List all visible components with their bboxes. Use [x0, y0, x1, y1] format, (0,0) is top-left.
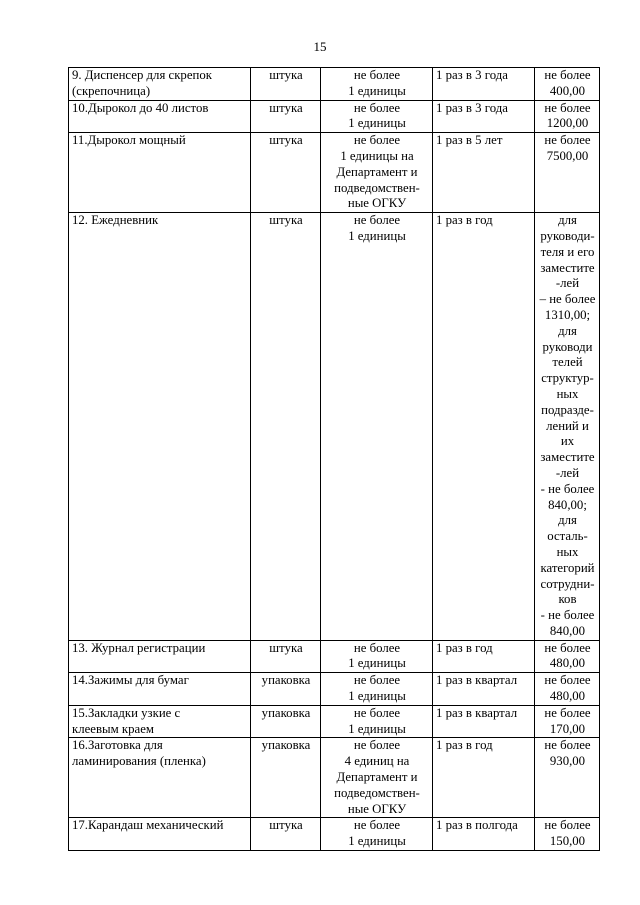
- table-row: [69, 640, 600, 673]
- quantity-line: не более: [353, 818, 401, 833]
- price-line: 7500,00: [546, 148, 589, 163]
- quantity-line: 1 единицы: [348, 689, 406, 704]
- price-line: 840,00;: [548, 497, 587, 512]
- item-name-cell: [69, 133, 251, 213]
- price-line: структур-: [541, 371, 594, 386]
- page-number: 15: [313, 39, 327, 54]
- price-cell: [535, 738, 600, 818]
- price-line: не более: [544, 100, 591, 115]
- quantity-line: Департамент и: [336, 770, 418, 785]
- price-line: для: [558, 213, 577, 228]
- item-name-cell: [69, 640, 251, 673]
- price-cell: [535, 705, 600, 738]
- quantity-line: 1 единицы: [348, 834, 406, 849]
- item-name-line: (скрепочница): [72, 83, 151, 98]
- period-line: 1 раз в 3 года: [436, 68, 508, 82]
- quantity-cell: [321, 818, 433, 851]
- price-line: не более: [544, 640, 591, 655]
- price-line: 840,00: [549, 623, 586, 638]
- quantity-cell: [321, 133, 433, 213]
- period-cell: [433, 738, 535, 818]
- item-name-cell: [69, 673, 251, 706]
- quantity-line: 1 единицы на: [340, 148, 414, 163]
- quantity-line: не более: [353, 640, 401, 655]
- table-row: [69, 100, 600, 133]
- price-cell: [535, 68, 600, 101]
- price-line: 480,00: [549, 689, 586, 704]
- unit-line: штука: [269, 133, 303, 148]
- item-name-cell: [69, 213, 251, 641]
- unit-cell: [251, 705, 321, 738]
- price-line: -лей: [555, 465, 580, 480]
- unit-cell: [251, 673, 321, 706]
- quantity-cell: [321, 68, 433, 101]
- price-line: для: [558, 513, 577, 528]
- price-line: сотрудни-: [540, 576, 595, 591]
- period-line: 1 раз в квартал: [436, 705, 518, 720]
- price-line: 150,00: [549, 834, 586, 849]
- item-name-line: ламинирования (пленка): [72, 754, 206, 769]
- quantity-line: 1 единицы: [348, 228, 406, 243]
- period-cell: [433, 818, 535, 851]
- period-cell: [433, 640, 535, 673]
- table-row: [69, 673, 600, 706]
- price-cell: [535, 133, 600, 213]
- period-cell: [433, 68, 535, 101]
- item-name-cell: [69, 68, 251, 101]
- table-row: [69, 68, 600, 101]
- unit-line: штука: [269, 818, 303, 833]
- quantity-line: не более: [353, 705, 401, 720]
- quantity-line: 1 единицы: [348, 116, 406, 131]
- quantity-line: подведомствен-: [334, 180, 420, 195]
- price-line: категорий: [540, 560, 595, 575]
- period-line: 1 раз в год: [436, 213, 493, 228]
- supplies-table: [68, 67, 600, 851]
- price-line: для: [558, 323, 577, 338]
- price-line: ных: [556, 386, 579, 401]
- price-cell: [535, 640, 600, 673]
- unit-cell: [251, 133, 321, 213]
- quantity-line: не более: [353, 68, 401, 82]
- price-line: 930,00: [549, 754, 586, 769]
- price-line: теля и его: [540, 244, 595, 259]
- period-line: 1 раз в квартал: [436, 673, 518, 688]
- item-name-line: 12. Ежедневник: [72, 213, 159, 228]
- period-line: 1 раз в год: [436, 640, 493, 655]
- price-line: ков: [558, 592, 577, 607]
- item-name-line: 14.Зажимы для бумаг: [72, 673, 189, 688]
- quantity-line: не более: [353, 133, 401, 148]
- price-line: не более: [544, 68, 591, 82]
- unit-cell: [251, 100, 321, 133]
- unit-cell: [251, 640, 321, 673]
- price-line: 170,00: [549, 721, 586, 736]
- price-line: их: [560, 434, 575, 449]
- period-line: 1 раз в год: [436, 738, 493, 753]
- unit-cell: [251, 818, 321, 851]
- quantity-line: не более: [353, 100, 401, 115]
- quantity-line: не более: [353, 738, 401, 753]
- item-name-line: 16.Заготовка для: [72, 738, 163, 753]
- unit-line: упаковка: [261, 705, 311, 720]
- unit-line: упаковка: [261, 738, 311, 753]
- item-name-cell: [69, 738, 251, 818]
- unit-line: упаковка: [261, 673, 311, 688]
- quantity-cell: [321, 705, 433, 738]
- price-line: 480,00: [549, 656, 586, 671]
- quantity-line: ные ОГКУ: [347, 801, 407, 816]
- item-name-cell: [69, 818, 251, 851]
- period-cell: [433, 133, 535, 213]
- price-line: подразде-: [541, 402, 594, 417]
- table-row: [69, 818, 600, 851]
- quantity-cell: [321, 640, 433, 673]
- item-name-line: 15.Закладки узкие с: [72, 705, 181, 720]
- quantity-line: ные ОГКУ: [347, 196, 407, 211]
- price-line: - не более: [540, 608, 595, 623]
- item-name-line: 13. Журнал регистрации: [72, 640, 206, 655]
- unit-cell: [251, 213, 321, 641]
- unit-cell: [251, 738, 321, 818]
- item-name-cell: [69, 705, 251, 738]
- item-name-line: 9. Диспенсер для скрепок: [72, 68, 212, 82]
- item-name-line: 10.Дырокол до 40 листов: [72, 100, 209, 115]
- quantity-line: Департамент и: [336, 164, 418, 179]
- quantity-cell: [321, 738, 433, 818]
- quantity-line: не более: [353, 673, 401, 688]
- price-line: осталь-: [547, 529, 588, 544]
- item-name-cell: [69, 100, 251, 133]
- unit-line: штука: [269, 640, 303, 655]
- price-line: 400,00: [549, 83, 586, 98]
- unit-line: штука: [269, 213, 303, 228]
- price-line: -лей: [555, 276, 580, 291]
- period-line: 1 раз в полгода: [436, 818, 518, 833]
- price-cell: [535, 100, 600, 133]
- price-cell: [535, 213, 600, 641]
- quantity-line: 1 единицы: [348, 83, 406, 98]
- quantity-cell: [321, 100, 433, 133]
- period-line: 1 раз в 3 года: [436, 100, 508, 115]
- unit-cell: [251, 68, 321, 101]
- quantity-cell: [321, 213, 433, 641]
- period-cell: [433, 100, 535, 133]
- item-name-line: клеевым краем: [72, 721, 154, 736]
- price-cell: [535, 673, 600, 706]
- item-name-line: 11.Дырокол мощный: [72, 133, 186, 148]
- price-line: руководи: [542, 339, 593, 354]
- price-line: заместите: [540, 450, 595, 465]
- price-line: не более: [544, 133, 591, 148]
- price-line: руководи-: [540, 228, 595, 243]
- period-cell: [433, 213, 535, 641]
- quantity-line: 1 единицы: [348, 656, 406, 671]
- unit-line: штука: [269, 68, 303, 82]
- quantity-cell: [321, 673, 433, 706]
- price-line: ных: [556, 544, 579, 559]
- supplies-table-body: [69, 68, 600, 851]
- table-row: [69, 213, 600, 641]
- unit-line: штука: [269, 100, 303, 115]
- quantity-line: подведомствен-: [334, 785, 420, 800]
- price-cell: [535, 818, 600, 851]
- quantity-line: 4 единиц на: [344, 754, 410, 769]
- price-line: телей: [552, 355, 583, 370]
- price-line: не более: [544, 738, 591, 753]
- quantity-line: 1 единицы: [348, 721, 406, 736]
- quantity-line: не более: [353, 213, 401, 228]
- price-line: не более: [544, 705, 591, 720]
- period-cell: [433, 705, 535, 738]
- period-line: 1 раз в 5 лет: [436, 133, 503, 148]
- table-row: [69, 705, 600, 738]
- price-line: лений и: [546, 418, 589, 433]
- price-line: не более: [544, 673, 591, 688]
- period-cell: [433, 673, 535, 706]
- table-row: [69, 133, 600, 213]
- price-line: 1310,00;: [544, 307, 591, 322]
- item-name-line: 17.Карандаш механический: [72, 818, 224, 833]
- table-row: [69, 738, 600, 818]
- price-line: - не более: [540, 481, 595, 496]
- price-line: не более: [544, 818, 591, 833]
- price-line: 1200,00: [546, 116, 589, 131]
- price-line: – не более: [539, 292, 596, 307]
- price-line: заместите: [540, 260, 595, 275]
